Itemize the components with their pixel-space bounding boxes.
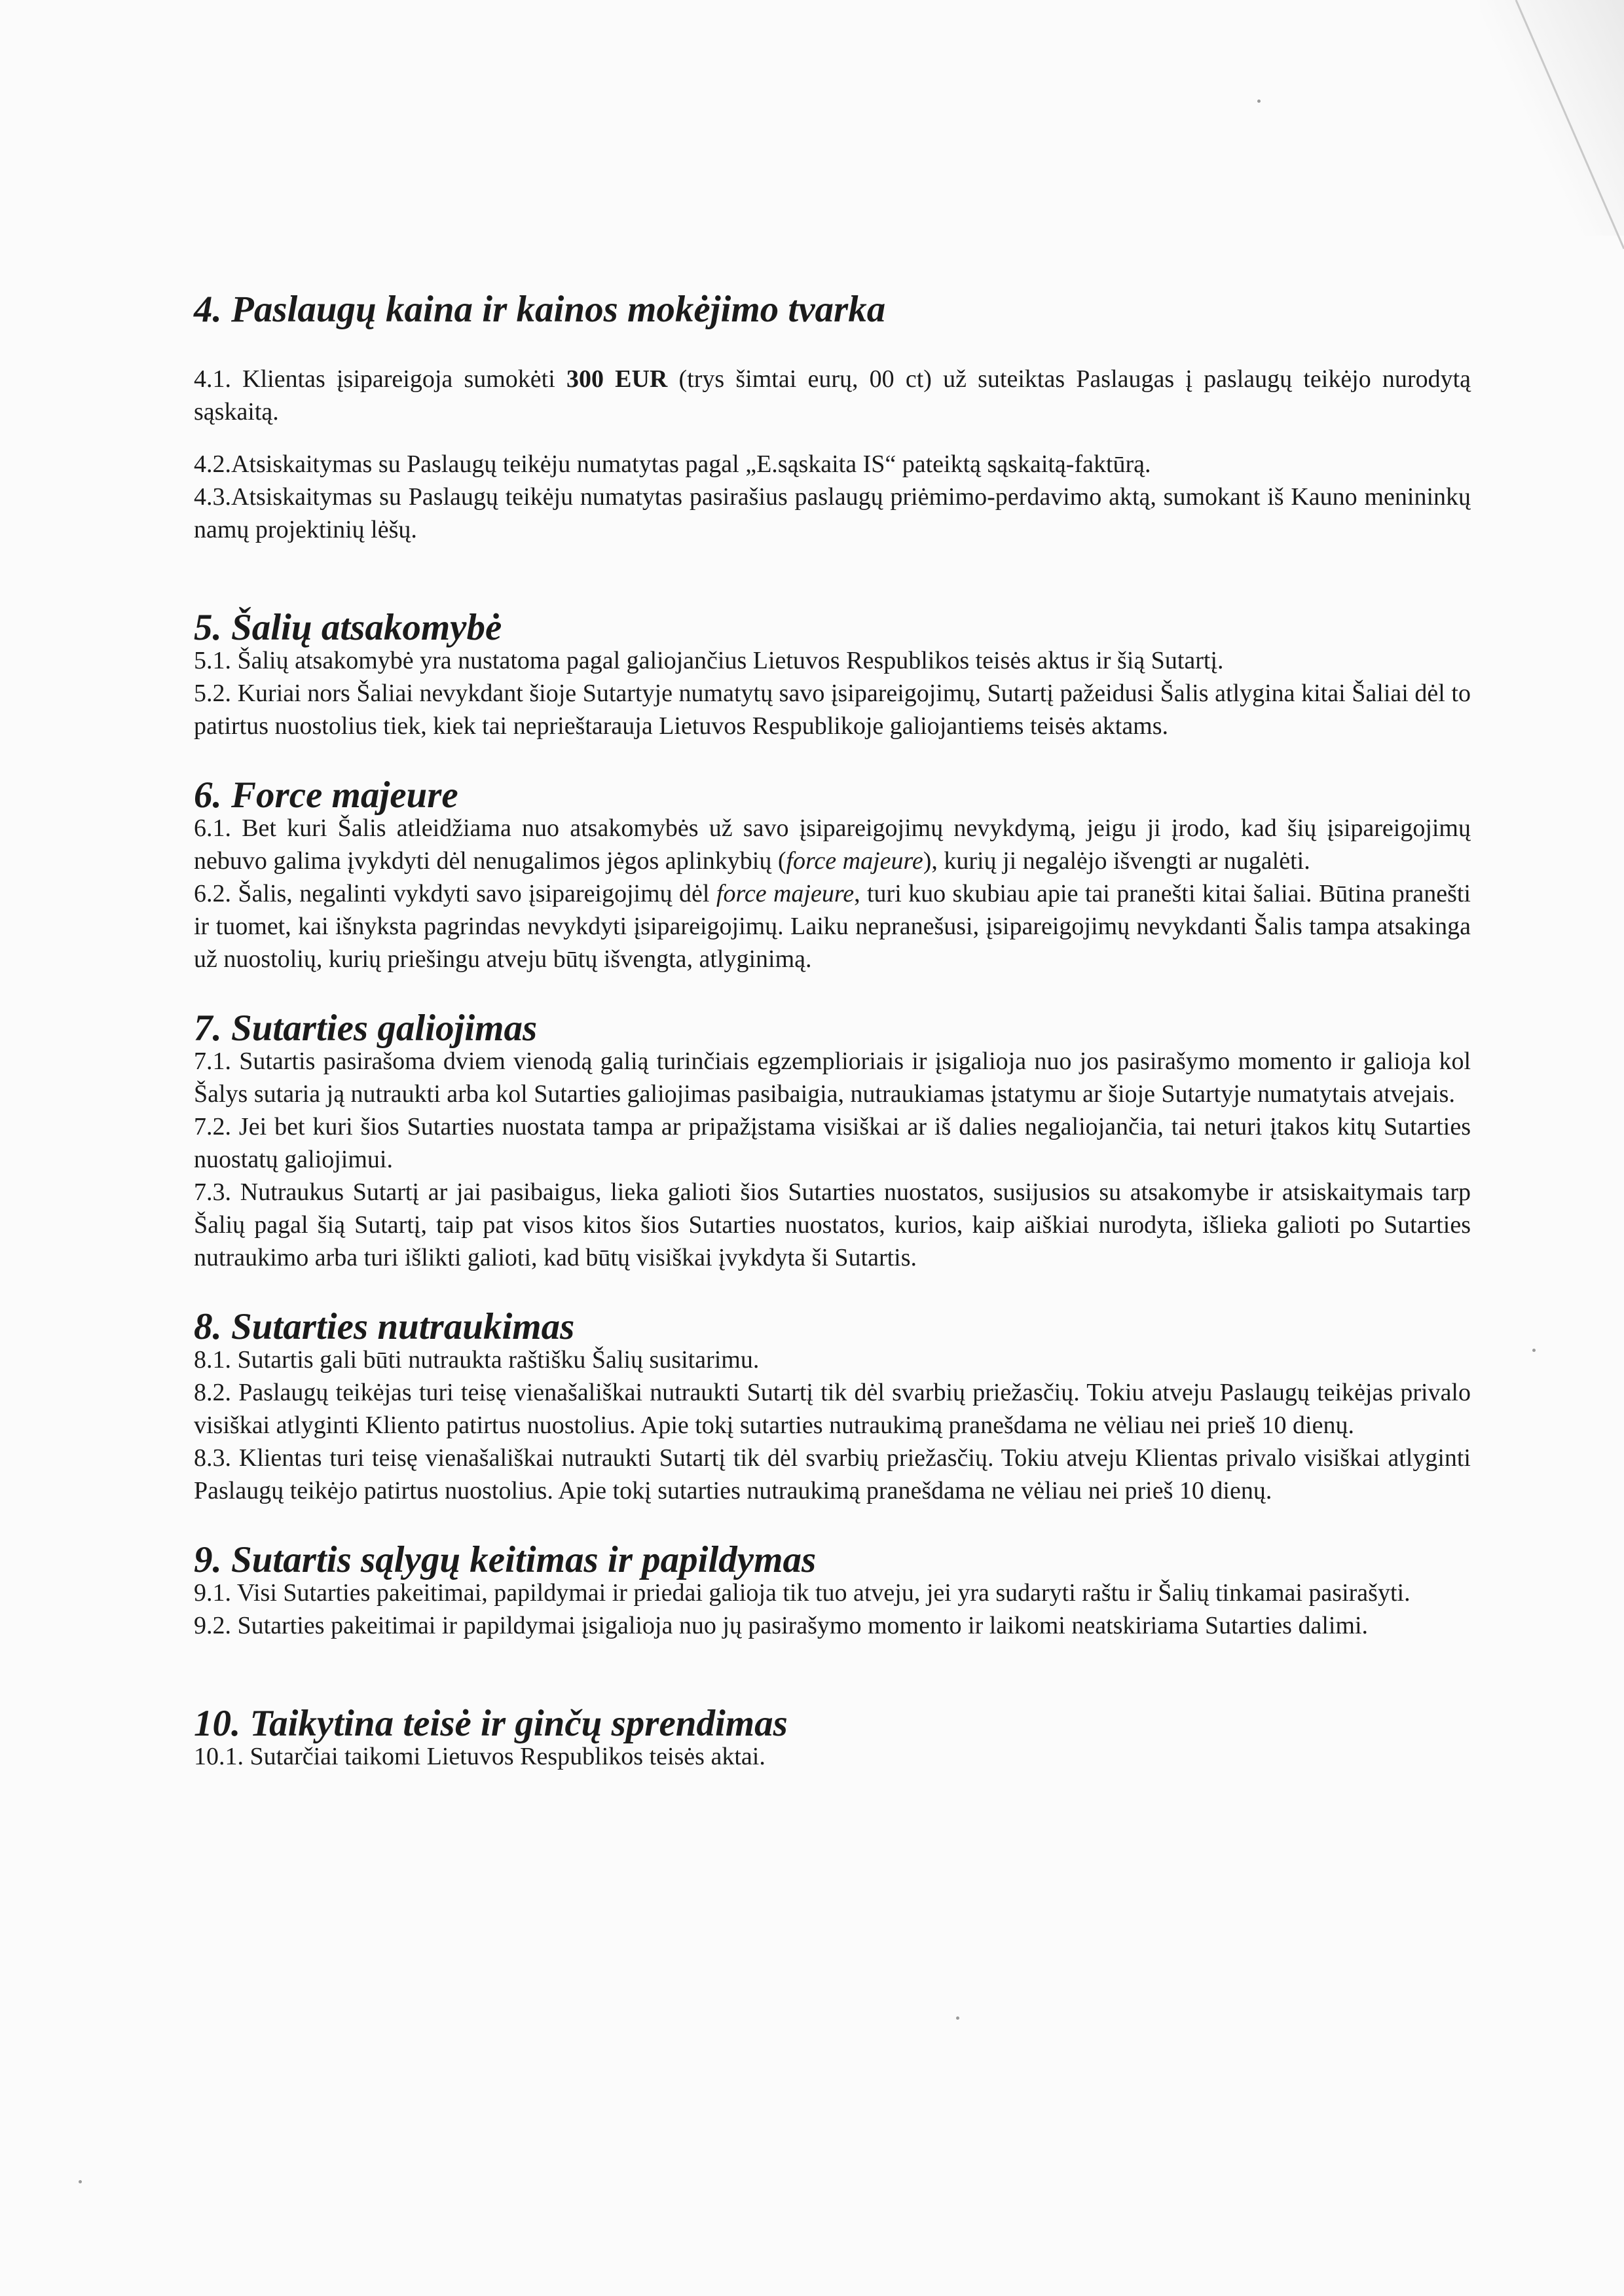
- clause-4-1-amount: 300 EUR: [566, 365, 668, 393]
- scan-speck: [1257, 100, 1261, 103]
- clause-9-2: 9.2. Sutarties pakeitimai ir papildymai įsigalioja nuo jų pasirašymo momento ir laikomi neatskiriama Sutarties dalimi.: [194, 1612, 1369, 1639]
- clause-5-1: 5.1. Šalių atsakomybė yra nustatoma pagal galiojančius Lietuvos Respublikos teisės aktus ir šią Sutartį.: [194, 647, 1224, 674]
- section-heading-6: 6. Force majeure: [194, 774, 458, 816]
- clause-4-1: [194, 363, 1471, 428]
- section-heading-8: 8. Sutarties nutraukimas: [194, 1306, 575, 1347]
- clause-6-2: [194, 877, 1471, 975]
- page-fold-line: [1454, 0, 1624, 275]
- clause-7-1: 7.1. Sutartis pasirašoma dviem vienodą galią turinčiais egzemplioriais ir įsigalioja nuo jos pasirašymo momento ir galioja kol Šalys sutaria ją nutraukti arba kol Sutarties galiojimas pasibaigia, nutraukiamas įstatymu ar šioje Sutartyje numatytais atvejais.: [194, 1048, 1471, 1108]
- clause-7-2: 7.2. Jei bet kuri šios Sutarties nuostata tampa ar pripažįstama visiškai ar iš dalies negaliojančia, tai neturi įtakos kitų Sutarties nuostatų galiojimui.: [194, 1113, 1471, 1173]
- clause-6-2-italic: force majeure: [716, 880, 855, 907]
- section-heading-10: 10. Taikytina teisė ir ginčų sprendimas: [194, 1703, 788, 1744]
- clause-6-1: [194, 812, 1471, 877]
- section-heading-9: 9. Sutartis sąlygų keitimas ir papildymas: [194, 1539, 817, 1580]
- clause-6-1-text-b: ), kurių ji negalėjo išvengti ar nugalėti.: [923, 847, 1310, 875]
- clause-8-1: 8.1. Sutartis gali būti nutraukta raštišku Šalių susitarimu.: [194, 1346, 760, 1374]
- clause-6-2-text-b: , turi kuo skubiau apie tai pranešti kitai šaliai. Būtina pranešti ir tuomet, kai išnyksta pagrindas nevykdyti įsipareigojimų. Laiku nepranešusi, įsipareigojimų nevykdanti Šalis tampa atsakinga už nuostolių, kurių priešingu atveju būtų išvengta, atlyginimą.: [194, 880, 1471, 973]
- clause-7-3: 7.3. Nutraukus Sutartį ar jai pasibaigus, lieka galioti šios Sutarties nuostatos, susijusios su atsakomybe ir atsiskaitymais tarp Šalių pagal šią Sutartį, taip pat visos kitos šios Sutarties nuostatos, kurios, kaip aiškiai nurodyta, išlieka galioti po Sutarties nutraukimo arba turi išlikti galioti, kad būtų visiškai įvykdyta ši Sutartis.: [194, 1178, 1471, 1271]
- clause-4-2: 4.2.Atsiskaitymas su Paslaugų teikėju numatytas pagal „E.sąskaita IS“ pateiktą sąskaitą-faktūrą.: [194, 450, 1151, 478]
- scan-speck: [79, 2180, 82, 2183]
- clause-6-2-text-a: 6.2. Šalis, negalinti vykdyti savo įsipareigojimų dėl: [194, 880, 716, 907]
- section-heading-5: 5. Šalių atsakomybė: [194, 607, 502, 648]
- clause-9-1: 9.1. Visi Sutarties pakeitimai, papildymai ir priedai galioja tik tuo atveju, jei yra sudaryti raštu ir Šalių tinkamai pasirašyti.: [194, 1579, 1411, 1607]
- scan-speck: [956, 2016, 959, 2020]
- scan-speck: [1532, 1349, 1536, 1352]
- clause-4-1-text-b: (trys šimtai eurų, 00 ct) už suteiktas Paslaugas į paslaugų teikėjo nurodytą sąskaitą.: [194, 365, 1471, 426]
- clause-10-1: 10.1. Sutarčiai taikomi Lietuvos Respublikos teisės aktai.: [194, 1743, 766, 1770]
- clause-8-2: 8.2. Paslaugų teikėjas turi teisę vienašališkai nutraukti Sutartį tik dėl svarbių priežasčių. Tokiu atveju Paslaugų teikėjas privalo visiškai atlyginti Kliento patirtus nuostolius. Apie tokį sutarties nutraukimą pranešdama ne vėliau nei prieš 10 dienų.: [194, 1379, 1471, 1439]
- clause-4-1-text-a: 4.1. Klientas įsipareigoja sumokėti: [194, 365, 566, 393]
- clause-6-1-text-a: 6.1. Bet kuri Šalis atleidžiama nuo atsakomybės už savo įsipareigojimų nevykdymą, jeigu ji įrodo, kad šių įsipareigojimų nebuvo galima įvykdyti dėl nenugalimos jėgos aplinkybių (: [194, 814, 1471, 875]
- section-heading-4: 4. Paslaugų kaina ir kainos mokėjimo tvarka: [194, 289, 886, 330]
- clause-5-2: 5.2. Kuriai nors Šaliai nevykdant šioje Sutartyje numatytų savo įsipareigojimų, Sutartį pažeidusi Šalis atlygina kitai Šaliai dėl to patirtus nuostolius tiek, kiek tai neprieštarauja Lietuvos Respublikoje galiojantiems teisės aktams.: [194, 680, 1471, 740]
- clause-4-3: 4.3.Atsiskaitymas su Paslaugų teikėju numatytas pasirašius paslaugų priėmimo-perdavimo aktą, sumokant iš Kauno menininkų namų projektinių lėšų.: [194, 483, 1471, 543]
- clause-8-3: 8.3. Klientas turi teisę vienašališkai nutraukti Sutartį tik dėl svarbių priežasčių. Tokiu atveju Klientas privalo visiškai atlyginti Paslaugų teikėjo patirtus nuostolius. Apie tokį sutarties nutraukimą pranešdama ne vėliau nei prieš 10 dienų.: [194, 1444, 1471, 1504]
- section-heading-7: 7. Sutarties galiojimas: [194, 1008, 538, 1049]
- clause-6-1-italic: force majeure: [786, 847, 923, 875]
- contract-text: [194, 289, 1471, 1773]
